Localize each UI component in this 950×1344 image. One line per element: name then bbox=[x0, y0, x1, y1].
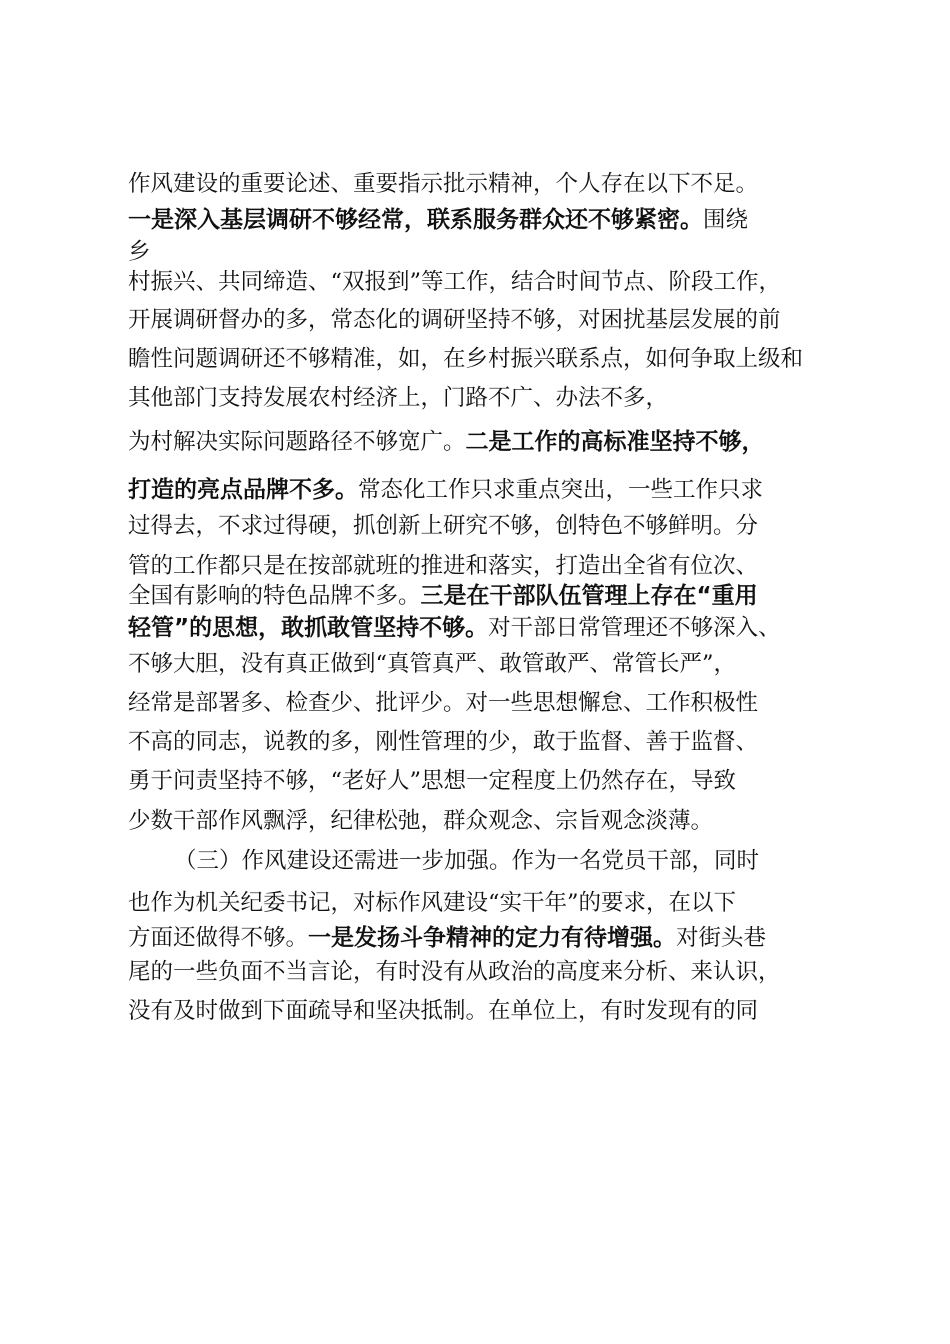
text-line bbox=[128, 382, 668, 414]
text-line bbox=[128, 765, 736, 797]
text-run: 勇于问责坚持不够，“老好人”思想一定程度上仍然存在，导致 bbox=[128, 768, 737, 794]
bold-heading-run: 轻管”的思想，敢抓敢管坚持不够。 bbox=[128, 615, 489, 641]
bold-heading-run: 一是深入基层调研不够经常，联系服务群众还不够紧密。 bbox=[128, 207, 703, 233]
text-line bbox=[128, 236, 151, 268]
text-line bbox=[128, 474, 763, 506]
text-run: 作风建设的重要论述、重要指示批示精神，个人存在以下不足。 bbox=[128, 171, 759, 197]
text-run: 为村解决实际问题路径不够宽广。 bbox=[128, 429, 466, 455]
text-run: 管的工作都只是在按部就班的推进和落实，打造出全省有位次、 bbox=[128, 553, 759, 579]
bold-heading-run: 一是发扬斗争精神的定力有待增强。 bbox=[308, 925, 677, 951]
bold-heading-run: 二是工作的高标准坚持不够， bbox=[465, 429, 765, 455]
text-line bbox=[128, 343, 803, 375]
text-run: 全国有影响的特色品牌不多。 bbox=[128, 583, 421, 609]
text-line bbox=[128, 266, 781, 298]
text-line bbox=[128, 922, 766, 954]
text-run: 其他部门支持发展农村经济上，门路不广、办法不多， bbox=[128, 385, 669, 411]
text-run: 方面还做得不够。 bbox=[128, 925, 309, 951]
text-run: 围绕 bbox=[703, 207, 749, 233]
text-line bbox=[128, 887, 736, 919]
text-run: 乡 bbox=[128, 239, 151, 265]
text-line bbox=[128, 805, 713, 837]
text-run: （三）作风建设还需进一步加强。作为一名党员干部，同时 bbox=[174, 848, 760, 874]
text-run: 常态化工作只求重点突出，一些工作只求 bbox=[358, 477, 764, 503]
text-run: 也作为机关纪委书记，对标作风建设“实干年”的要求，在以下 bbox=[128, 890, 737, 916]
text-run: 不够大胆，没有真正做到“真管真严、敢管敢严、常管长严”， bbox=[128, 651, 737, 677]
text-run: 少数干部作风飘浮，纪律松弛，群众观念、宗旨观念淡薄。 bbox=[128, 808, 714, 834]
text-line bbox=[128, 956, 781, 988]
text-run: 尾的一些负面不当言论，有时没有从政治的高度来分析、来认识， bbox=[128, 959, 781, 985]
text-run: 村振兴、共同缔造、“双报到”等工作，结合时间节点、阶段工作， bbox=[128, 269, 782, 295]
text-run: 不高的同志，说教的多，刚性管理的少，敢于监督、善于监督、 bbox=[128, 729, 759, 755]
text-line bbox=[128, 204, 748, 236]
bold-heading-run: 三是在干部队伍管理上存在“重用 bbox=[420, 583, 758, 609]
text-line bbox=[128, 612, 781, 644]
text-line bbox=[128, 510, 758, 542]
text-line bbox=[128, 687, 758, 719]
text-run: 开展调研督办的多，常态化的调研坚持不够，对困扰基层发展的前 bbox=[128, 307, 781, 333]
text-line bbox=[128, 426, 765, 458]
text-run: 瞻性问题调研还不够精准，如，在乡村振兴联系点，如何争取上级和 bbox=[128, 346, 804, 372]
text-run: 对街头巷 bbox=[676, 925, 767, 951]
text-run: 经常是部署多、检查少、批评少。对一些思想懈怠、工作积极性 bbox=[128, 690, 759, 716]
text-line bbox=[128, 726, 758, 758]
text-line bbox=[128, 580, 758, 612]
text-line bbox=[128, 550, 758, 582]
text-line bbox=[128, 168, 758, 200]
text-line bbox=[128, 304, 781, 336]
text-line bbox=[128, 995, 758, 1027]
bold-heading-run: 打造的亮点品牌不多。 bbox=[128, 477, 358, 503]
text-run: 过得去，不求过得硬，抓创新上研究不够，创特色不够鲜明。分 bbox=[128, 513, 759, 539]
section-heading-line bbox=[174, 845, 759, 877]
text-run: 对干部日常管理还不够深入、 bbox=[488, 615, 781, 641]
text-line bbox=[128, 648, 736, 680]
text-run: 没有及时做到下面疏导和坚决抵制。在单位上，有时发现有的同 bbox=[128, 998, 759, 1024]
